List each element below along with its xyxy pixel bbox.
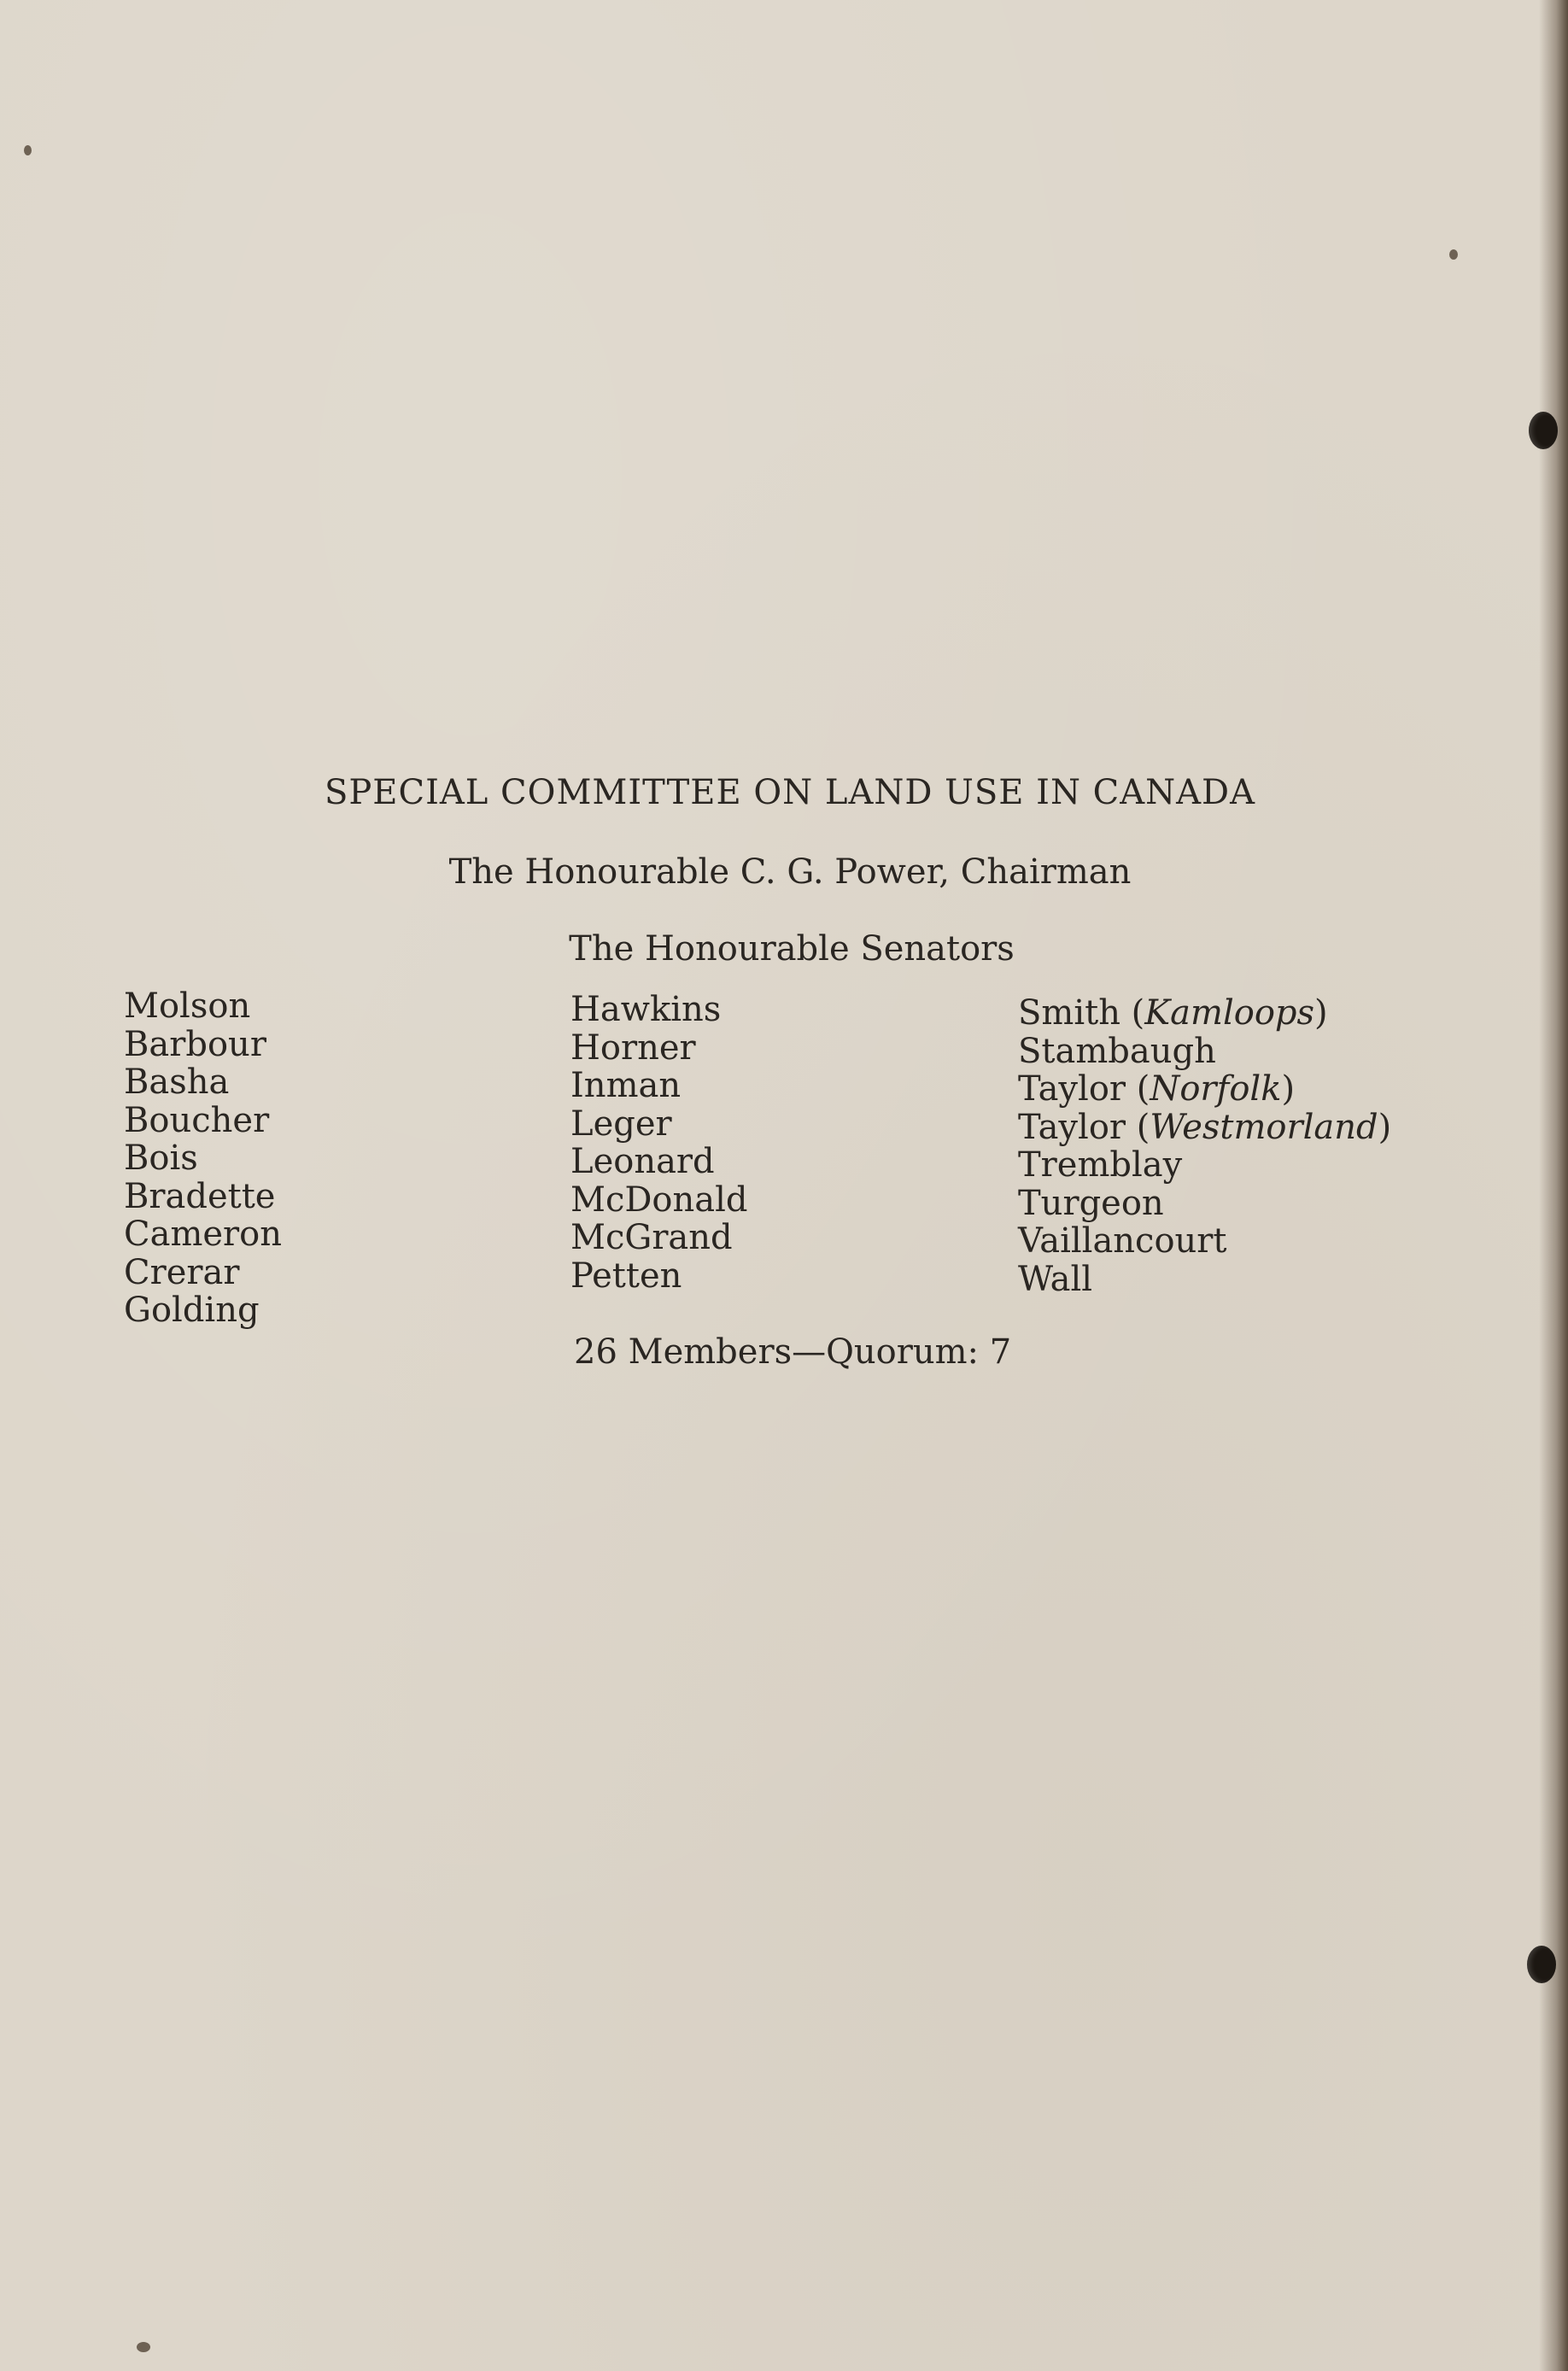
senator-entry: [124, 1139, 282, 1178]
senator-entry: [570, 1067, 748, 1105]
senator-name: Stambaugh: [1018, 1031, 1216, 1071]
senator-entry: [124, 1215, 282, 1254]
senator-name: Molson: [124, 986, 251, 1026]
committee-title: SPECIAL COMMITTEE ON LAND USE IN CANADA: [324, 773, 1256, 812]
senator-name: McDonald: [570, 1180, 748, 1220]
punch-hole-top: [1529, 412, 1558, 449]
senator-riding: Westmorland: [1150, 1107, 1378, 1147]
senator-name: Tremblay: [1018, 1145, 1183, 1185]
senators-column-2: [570, 991, 748, 1295]
senators-column-1: [124, 987, 282, 1330]
senator-entry: [124, 1291, 282, 1330]
page-edge-shadow: [1539, 0, 1568, 2371]
senator-entry: [1018, 1222, 1391, 1261]
senator-name: Basha: [124, 1063, 230, 1102]
senator-name: Taylor: [1018, 1107, 1126, 1147]
senator-name: Vaillancourt: [1018, 1221, 1227, 1261]
senator-name: Cameron: [124, 1215, 283, 1254]
senator-entry: [570, 1143, 748, 1181]
senator-name: Taylor: [1018, 1069, 1126, 1109]
senator-name: Leger: [570, 1104, 672, 1144]
senator-name: Boucher: [124, 1100, 270, 1140]
senator-entry: [570, 1257, 748, 1296]
senator-name: Horner: [570, 1027, 696, 1068]
senator-name: Inman: [570, 1066, 682, 1105]
senator-entry: [570, 1219, 748, 1257]
senator-name: Hawkins: [570, 990, 722, 1029]
paper-speck: [1449, 249, 1458, 260]
senator-entry: [124, 987, 282, 1026]
senator-entry: [124, 1254, 282, 1292]
senator-name: Petten: [570, 1256, 682, 1296]
senator-name: Wall: [1018, 1259, 1093, 1299]
senator-entry: [124, 1063, 282, 1102]
senator-name: Crerar: [124, 1252, 240, 1292]
senator-name: Bradette: [124, 1176, 276, 1216]
senator-name: Smith: [1018, 993, 1120, 1033]
senator-name: Leonard: [570, 1142, 715, 1181]
senator-entry: [570, 1029, 748, 1068]
senator-entry: [124, 1026, 282, 1064]
senator-entry: [1018, 1185, 1391, 1223]
chairman-line: The Honourable C. G. Power, Chairman: [448, 852, 1132, 892]
senators-heading: The Honourable Senators: [569, 929, 1015, 969]
senators-column-3: [1018, 994, 1391, 1298]
punch-hole-bottom: [1527, 1946, 1556, 1983]
senator-name: McGrand: [570, 1218, 733, 1257]
senator-entry: [124, 1102, 282, 1140]
senator-entry: [124, 1178, 282, 1216]
quorum-line: 26 Members—Quorum: 7: [574, 1332, 1012, 1372]
senator-name: Golding: [124, 1291, 260, 1330]
senator-entry: [570, 991, 748, 1029]
senator-riding: Kamloops: [1144, 993, 1315, 1033]
senator-entry: Taylor (Westmorland): [1018, 1107, 1392, 1147]
senator-entry: Taylor (Norfolk): [1018, 1069, 1296, 1109]
senator-entry: Smith (Kamloops): [1018, 993, 1328, 1033]
senator-entry: [570, 1181, 748, 1220]
senator-name: Barbour: [124, 1024, 266, 1064]
senator-entry: [1018, 1146, 1391, 1185]
senator-name: Bois: [124, 1139, 198, 1178]
senator-entry: [1018, 1033, 1391, 1071]
senator-entry: [570, 1105, 748, 1144]
paper-speck: [137, 2342, 150, 2352]
senator-entry: [1018, 1261, 1391, 1299]
senator-riding: Norfolk: [1150, 1069, 1282, 1109]
senator-name: Turgeon: [1018, 1183, 1164, 1223]
paper-speck: [24, 145, 32, 155]
